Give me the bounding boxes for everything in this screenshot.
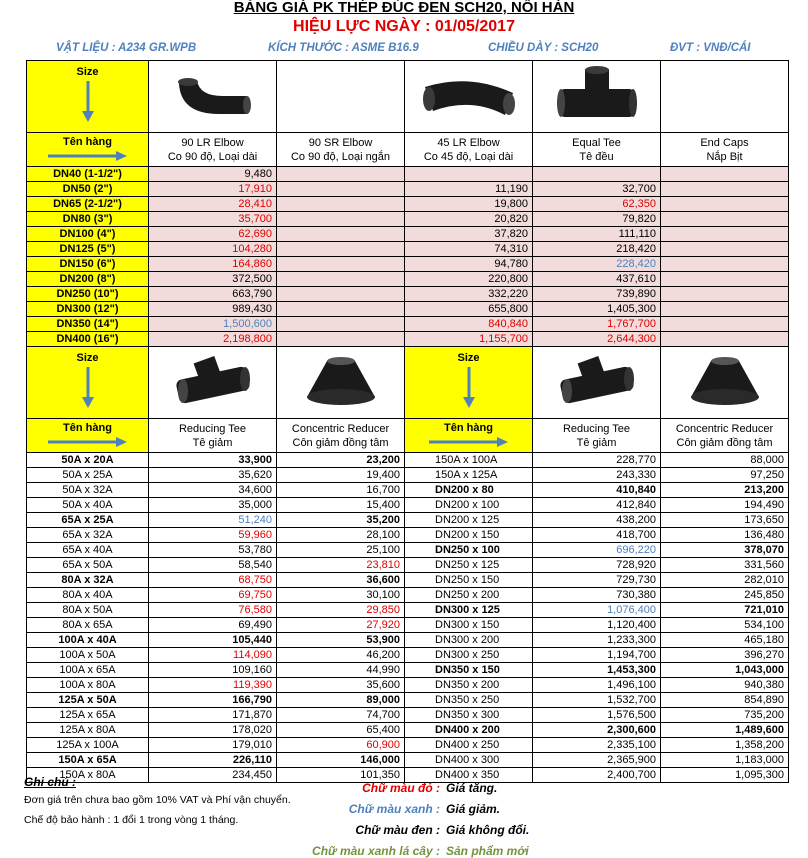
arrow-down-icon (462, 367, 476, 409)
arrow-right-icon (48, 436, 128, 448)
size-header: Size (405, 347, 533, 419)
legend-item: Chữ màu xanh lá cây : Sản phẩm mới (312, 844, 529, 858)
arrow-down-icon (81, 367, 95, 409)
price-cell: 1,500,600 (149, 317, 277, 332)
table-row (27, 663, 789, 678)
col-header: Reducing Tee Tê giảm (533, 419, 661, 453)
table-row (27, 257, 789, 272)
image-reducing-tee (533, 347, 661, 419)
price-cell: 62,350 (533, 197, 661, 212)
table-row (27, 693, 789, 708)
image-45lr-elbow (405, 61, 533, 133)
image-90sr-elbow (277, 61, 405, 133)
image-concentric-reducer (661, 347, 789, 419)
size-label: 125A x 100A (27, 738, 149, 753)
size-header: Size (27, 61, 149, 133)
tee-icon (555, 65, 639, 125)
size-label: DN250 x 100 (405, 543, 533, 558)
notes (24, 774, 324, 830)
size-label: DN400 x 300 (405, 753, 533, 768)
price-cell: 11,190 (405, 182, 533, 197)
size-label: 100A x 50A (27, 648, 149, 663)
price-cell (661, 332, 789, 347)
table-row (27, 317, 789, 332)
price-cell: 2,644,300 (533, 332, 661, 347)
price-cell: 89,000 (277, 693, 405, 708)
effective-date: HIỆU LỰC NGÀY : 01/05/2017 (293, 18, 515, 35)
table-row (27, 603, 789, 618)
spec-material: VẬT LIỆU : A234 GR.WPB (56, 42, 197, 54)
price-cell: 53,780 (149, 543, 277, 558)
price-cell: 396,270 (661, 648, 789, 663)
price-cell: 88,000 (661, 453, 789, 468)
size-label: 50A x 32A (27, 483, 149, 498)
size-label: DN125 (5") (27, 242, 149, 257)
price-cell (277, 167, 405, 182)
size-label: DN200 x 150 (405, 528, 533, 543)
price-cell (661, 272, 789, 287)
price-cell: 989,430 (149, 302, 277, 317)
size-label: 65A x 25A (27, 513, 149, 528)
table-row (27, 723, 789, 738)
price-cell (661, 317, 789, 332)
size-label: DN200 x 125 (405, 513, 533, 528)
price-cell: 1,120,400 (533, 618, 661, 633)
table-row (27, 543, 789, 558)
note-warranty: Chế độ bảo hành : 1 đổi 1 trong vòng 1 tháng. (24, 814, 239, 826)
size-label: 65A x 40A (27, 543, 149, 558)
item-name-header: Tên hàng (27, 133, 149, 167)
size-label: DN200 x 80 (405, 483, 533, 498)
price-cell: 739,890 (533, 287, 661, 302)
size-label: DN300 x 250 (405, 648, 533, 663)
price-cell: 194,490 (661, 498, 789, 513)
image-end-caps (661, 61, 789, 133)
legend-item: Chữ màu đỏ : Giá tăng. (362, 781, 498, 795)
col-header: 90 SR Elbow Co 90 độ, Loại ngắn (277, 133, 405, 167)
size-label: DN250 x 200 (405, 588, 533, 603)
price-cell (277, 197, 405, 212)
table-row (27, 558, 789, 573)
price-cell: 65,400 (277, 723, 405, 738)
price-cell (661, 182, 789, 197)
price-cell (277, 302, 405, 317)
arrow-down-icon (81, 81, 95, 123)
price-cell: 234,450 (149, 768, 277, 783)
price-cell: 58,540 (149, 558, 277, 573)
price-cell (661, 302, 789, 317)
arrow-right-icon (48, 150, 128, 162)
table-row (27, 182, 789, 197)
col-header: Equal Tee Tê đều (533, 133, 661, 167)
price-cell: 44,990 (277, 663, 405, 678)
price-cell: 655,800 (405, 302, 533, 317)
price-cell: 109,160 (149, 663, 277, 678)
price-cell: 331,560 (661, 558, 789, 573)
price-cell: 19,400 (277, 468, 405, 483)
size-label: 80A x 40A (27, 588, 149, 603)
size-label: DN80 (3") (27, 212, 149, 227)
price-cell: 940,380 (661, 678, 789, 693)
price-cell: 171,870 (149, 708, 277, 723)
size-label: 65A x 50A (27, 558, 149, 573)
col-header: Concentric Reducer Côn giảm đồng tâm (661, 419, 789, 453)
price-cell: 76,580 (149, 603, 277, 618)
price-cell (661, 287, 789, 302)
table-row (27, 212, 789, 227)
price-cell: 1,532,700 (533, 693, 661, 708)
price-cell: 104,280 (149, 242, 277, 257)
size-label: DN150 (6") (27, 257, 149, 272)
table-row (27, 468, 789, 483)
size-label: 100A x 80A (27, 678, 149, 693)
price-cell: 228,770 (533, 453, 661, 468)
size-label: DN300 x 150 (405, 618, 533, 633)
price-cell (277, 317, 405, 332)
price-cell (661, 257, 789, 272)
size-label: DN400 x 250 (405, 738, 533, 753)
price-cell: 1,194,700 (533, 648, 661, 663)
price-cell: 69,490 (149, 618, 277, 633)
price-cell: 1,489,600 (661, 723, 789, 738)
price-cell (661, 197, 789, 212)
size-label: 125A x 80A (27, 723, 149, 738)
table-row (27, 648, 789, 663)
price-cell: 119,390 (149, 678, 277, 693)
size-label: DN200 (8") (27, 272, 149, 287)
price-cell: 410,840 (533, 483, 661, 498)
price-cell: 28,100 (277, 528, 405, 543)
price-cell: 101,350 (277, 768, 405, 783)
price-cell: 465,180 (661, 633, 789, 648)
price-cell: 1,095,300 (661, 768, 789, 783)
price-cell: 663,790 (149, 287, 277, 302)
table-row (27, 302, 789, 317)
size-label: DN350 x 200 (405, 678, 533, 693)
price-cell: 1,155,700 (405, 332, 533, 347)
table-row (27, 453, 789, 468)
size-label: DN350 x 250 (405, 693, 533, 708)
price-cell (661, 212, 789, 227)
size-label: 65A x 32A (27, 528, 149, 543)
price-cell: 25,100 (277, 543, 405, 558)
table-row (27, 753, 789, 768)
table-row (27, 588, 789, 603)
col-header: Concentric Reducer Côn giảm đồng tâm (277, 419, 405, 453)
spec-thickness: CHIỀU DÀY : SCH20 (488, 42, 599, 54)
price-cell: 74,700 (277, 708, 405, 723)
size-label: 100A x 40A (27, 633, 149, 648)
price-cell: 53,900 (277, 633, 405, 648)
price-cell: 111,110 (533, 227, 661, 242)
table-row (27, 332, 789, 347)
price-cell: 438,200 (533, 513, 661, 528)
item-name-header: Tên hàng (27, 419, 149, 453)
price-cell: 1,496,100 (533, 678, 661, 693)
image-equal-tee (533, 61, 661, 133)
price-cell: 34,600 (149, 483, 277, 498)
image-concentric-reducer (277, 347, 405, 419)
price-cell: 97,250 (661, 468, 789, 483)
price-cell: 164,860 (149, 257, 277, 272)
price-cell: 218,420 (533, 242, 661, 257)
spec-unit: ĐVT : VNĐ/CÁI (670, 42, 751, 54)
price-cell: 35,600 (277, 678, 405, 693)
reducing-tee-icon (171, 351, 255, 411)
price-cell: 178,020 (149, 723, 277, 738)
price-cell: 16,700 (277, 483, 405, 498)
price-cell: 35,000 (149, 498, 277, 513)
page-title: BẢNG GIÁ PK THÉP ĐÚC ĐEN SCH20, NỐI HÀN (233, 0, 575, 16)
price-cell: 28,410 (149, 197, 277, 212)
price-cell (277, 272, 405, 287)
table-row (27, 513, 789, 528)
price-cell: 1,183,000 (661, 753, 789, 768)
price-cell: 23,810 (277, 558, 405, 573)
price-cell: 2,198,800 (149, 332, 277, 347)
price-cell: 840,840 (405, 317, 533, 332)
size-label: 100A x 65A (27, 663, 149, 678)
table-row (27, 227, 789, 242)
price-cell: 35,620 (149, 468, 277, 483)
price-cell: 243,330 (533, 468, 661, 483)
table-row (27, 287, 789, 302)
price-cell: 74,310 (405, 242, 533, 257)
price-cell: 46,200 (277, 648, 405, 663)
price-cell: 37,820 (405, 227, 533, 242)
image-90lr-elbow (149, 61, 277, 133)
price-cell: 166,790 (149, 693, 277, 708)
size-label: 150A x 100A (405, 453, 533, 468)
price-cell: 226,110 (149, 753, 277, 768)
price-cell: 854,890 (661, 693, 789, 708)
col-header: 90 LR Elbow Co 90 độ, Loại dài (149, 133, 277, 167)
size-label: 80A x 32A (27, 573, 149, 588)
col-header: End Caps Nắp Bịt (661, 133, 789, 167)
price-cell: 2,365,900 (533, 753, 661, 768)
price-cell: 721,010 (661, 603, 789, 618)
price-cell: 1,576,500 (533, 708, 661, 723)
price-cell (405, 167, 533, 182)
legend-item: Chữ màu đen : Giá không đổi. (355, 823, 530, 837)
table-row (27, 618, 789, 633)
price-cell: 735,200 (661, 708, 789, 723)
price-cell: 36,600 (277, 573, 405, 588)
price-cell: 1,405,300 (533, 302, 661, 317)
price-cell: 27,920 (277, 618, 405, 633)
price-cell (277, 227, 405, 242)
size-label: DN400 (16") (27, 332, 149, 347)
price-cell (277, 212, 405, 227)
table-row (27, 197, 789, 212)
price-cell: 418,700 (533, 528, 661, 543)
table-row (27, 242, 789, 257)
price-cell: 1,358,200 (661, 738, 789, 753)
price-cell: 1,076,400 (533, 603, 661, 618)
table-row (27, 528, 789, 543)
price-cell: 79,820 (533, 212, 661, 227)
table-row (27, 167, 789, 182)
price-cell: 20,820 (405, 212, 533, 227)
image-reducing-tee (149, 347, 277, 419)
elbow-45-icon (419, 67, 519, 123)
table-row (27, 708, 789, 723)
price-cell: 136,480 (661, 528, 789, 543)
price-cell: 15,400 (277, 498, 405, 513)
size-label: 80A x 65A (27, 618, 149, 633)
size-label: 50A x 25A (27, 468, 149, 483)
price-cell: 728,920 (533, 558, 661, 573)
size-label: 125A x 65A (27, 708, 149, 723)
price-cell: 228,420 (533, 257, 661, 272)
size-label: 50A x 20A (27, 453, 149, 468)
size-label: 150A x 80A (27, 768, 149, 783)
price-cell: 29,850 (277, 603, 405, 618)
price-cell (533, 167, 661, 182)
elbow-90-icon (173, 70, 253, 120)
arrow-right-icon (429, 436, 509, 448)
size-label: 50A x 40A (27, 498, 149, 513)
price-cell: 2,335,100 (533, 738, 661, 753)
price-cell: 245,850 (661, 588, 789, 603)
size-label: DN300 x 200 (405, 633, 533, 648)
concentric-reducer-icon (683, 353, 767, 409)
table-row (27, 633, 789, 648)
table-row (27, 573, 789, 588)
size-header: Size (27, 347, 149, 419)
size-label: DN350 (14") (27, 317, 149, 332)
price-cell: 59,960 (149, 528, 277, 543)
price-cell (661, 242, 789, 257)
size-label: DN200 x 100 (405, 498, 533, 513)
price-cell: 33,900 (149, 453, 277, 468)
table-row (27, 483, 789, 498)
price-cell: 19,800 (405, 197, 533, 212)
size-label: DN250 x 150 (405, 573, 533, 588)
price-cell: 2,400,700 (533, 768, 661, 783)
price-cell (277, 257, 405, 272)
price-cell: 30,100 (277, 588, 405, 603)
price-cell: 378,070 (661, 543, 789, 558)
price-cell (277, 287, 405, 302)
size-label: DN65 (2-1/2") (27, 197, 149, 212)
col-header: Reducing Tee Tê giảm (149, 419, 277, 453)
size-label: DN350 x 300 (405, 708, 533, 723)
size-label: DN400 x 350 (405, 768, 533, 783)
price-cell: 179,010 (149, 738, 277, 753)
price-cell: 9,480 (149, 167, 277, 182)
price-cell: 17,910 (149, 182, 277, 197)
price-cell: 372,500 (149, 272, 277, 287)
item-name-header: Tên hàng (405, 419, 533, 453)
price-cell (661, 167, 789, 182)
price-cell: 282,010 (661, 573, 789, 588)
table-row (27, 272, 789, 287)
price-cell: 1,767,700 (533, 317, 661, 332)
price-cell (277, 242, 405, 257)
price-cell: 220,800 (405, 272, 533, 287)
size-label: DN300 x 125 (405, 603, 533, 618)
price-cell: 696,220 (533, 543, 661, 558)
price-cell: 1,043,000 (661, 663, 789, 678)
note-vat: Đơn giá trên chưa bao gồm 10% VAT và Phí vận chuyển. (24, 794, 291, 806)
price-cell: 60,900 (277, 738, 405, 753)
table-row (27, 498, 789, 513)
price-cell: 105,440 (149, 633, 277, 648)
price-cell: 332,220 (405, 287, 533, 302)
price-cell: 730,380 (533, 588, 661, 603)
notes-title: Ghi chú : (24, 775, 76, 789)
size-label: 150A x 65A (27, 753, 149, 768)
price-cell: 1,233,300 (533, 633, 661, 648)
price-cell: 94,780 (405, 257, 533, 272)
price-cell: 2,300,600 (533, 723, 661, 738)
size-label: DN50 (2") (27, 182, 149, 197)
price-table (26, 60, 789, 783)
price-cell (661, 227, 789, 242)
price-cell: 69,750 (149, 588, 277, 603)
price-cell: 534,100 (661, 618, 789, 633)
price-cell (277, 332, 405, 347)
size-label: DN40 (1-1/2") (27, 167, 149, 182)
price-cell: 51,240 (149, 513, 277, 528)
legend-item: Chữ màu xanh : Giá giảm. (348, 802, 501, 816)
price-cell: 68,750 (149, 573, 277, 588)
color-legend (300, 778, 529, 858)
reducing-tee-icon (555, 351, 639, 411)
size-label: 150A x 125A (405, 468, 533, 483)
size-label: DN100 (4") (27, 227, 149, 242)
size-label: 125A x 50A (27, 693, 149, 708)
price-cell: 146,000 (277, 753, 405, 768)
size-label: DN400 x 200 (405, 723, 533, 738)
size-label: DN250 (10") (27, 287, 149, 302)
col-header: 45 LR Elbow Co 45 độ, Loại dài (405, 133, 533, 167)
price-cell: 35,200 (277, 513, 405, 528)
price-cell: 114,090 (149, 648, 277, 663)
price-cell: 23,200 (277, 453, 405, 468)
price-cell: 412,840 (533, 498, 661, 513)
size-label: DN300 (12") (27, 302, 149, 317)
price-cell: 213,200 (661, 483, 789, 498)
size-label: DN250 x 125 (405, 558, 533, 573)
price-cell: 62,690 (149, 227, 277, 242)
price-cell: 173,650 (661, 513, 789, 528)
price-cell: 32,700 (533, 182, 661, 197)
size-label: 80A x 50A (27, 603, 149, 618)
table-row (27, 738, 789, 753)
concentric-reducer-icon (299, 353, 383, 409)
price-cell (277, 182, 405, 197)
spec-size: KÍCH THƯỚC : ASME B16.9 (268, 42, 419, 54)
price-cell: 1,453,300 (533, 663, 661, 678)
table-row (27, 678, 789, 693)
price-cell: 437,610 (533, 272, 661, 287)
price-cell: 729,730 (533, 573, 661, 588)
price-cell: 35,700 (149, 212, 277, 227)
size-label: DN350 x 150 (405, 663, 533, 678)
